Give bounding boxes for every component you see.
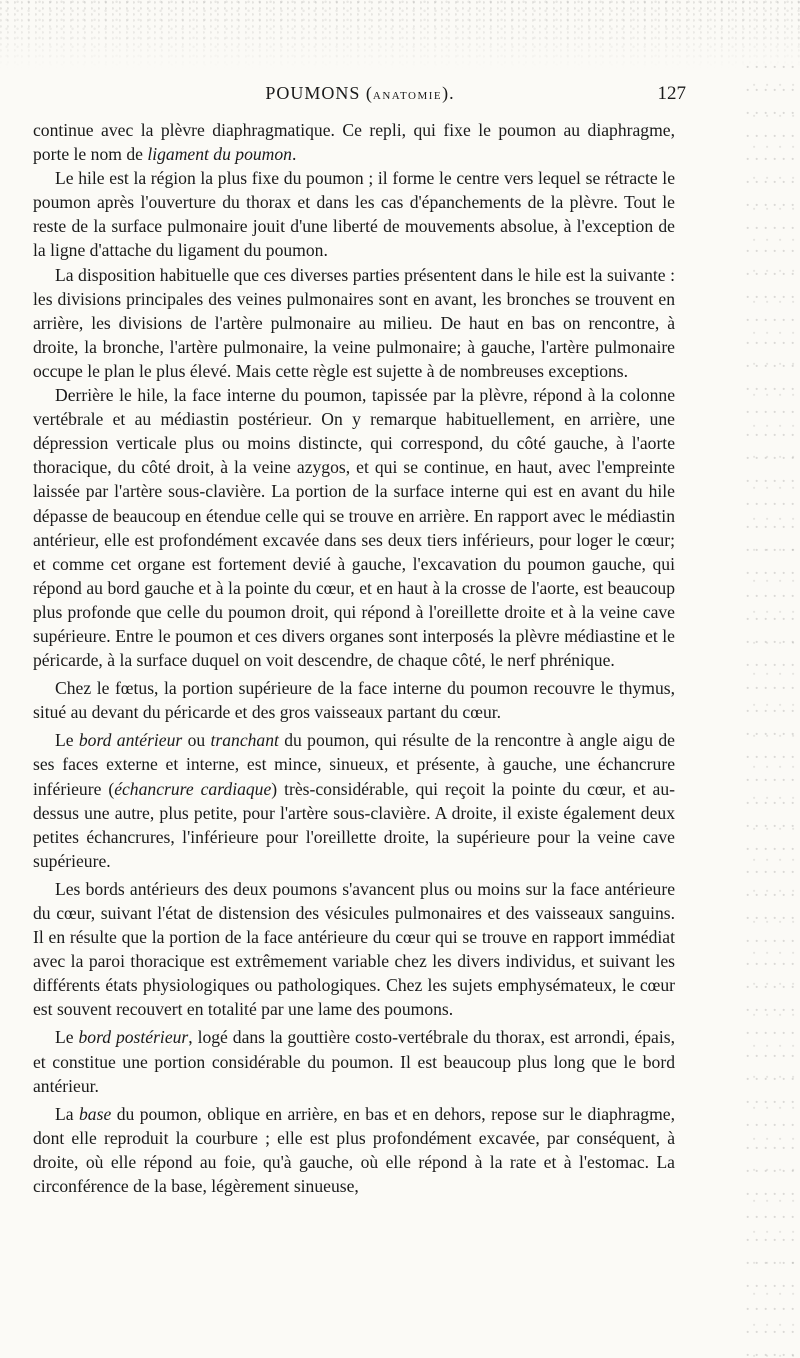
text-run: continue avec la plèvre diaphragmatique. Ce repli, qui fixe le poumon au diaphragme, porte le nom de (33, 120, 675, 165)
scan-noise-right (745, 60, 800, 1358)
paragraph-continuation (33, 118, 675, 166)
italic-term: échancrure cardiaque (114, 778, 272, 799)
italic-term: ligament du poumon (147, 144, 292, 165)
paragraph-foetus (33, 676, 675, 724)
paragraph-bord-anterieur (33, 728, 675, 873)
text-run: Derrière le hile, la face interne du poumon, tapissée par la plèvre, répond à la colonne vertébrale et au médiastin postérieur. On y remarque habituellement, en arrière, une dépression verticale plus ou moins distincte, qui correspond, du côté gauche, à l'aorte thoracique, du côté droit, à la veine azygos, et qui se continue, en haut, avec l'empreinte laissée par l'artère sous-clavière. La portion de la surface interne qui est en avant du hile dépasse de beaucoup en étendue celle qui se trouve en arrière. En rapport avec le médiastin antérieur, elle est profondément excavée dans ses deux tiers inférieurs, pour loger le cœur; et comme cet organe est fortement devié à gauche, l'excavation du poumon gauche, qui répond au bord gauche et à la pointe du cœur, et en haut à la crosse de l'aorte, est beaucoup plus profonde que celle du poumon droit, qui répond à l'oreillette droite et à la veine cave supérieure. Entre le poumon et ces divers organes sont interposés la plèvre médiastine et le péricarde, à la surface duquel on voit descendre, de chaque côté, le nerf phrénique. (33, 385, 675, 671)
paragraph-bords-anterieurs (33, 877, 675, 1022)
text-run: ou (182, 730, 211, 751)
paragraph-disposition (33, 263, 675, 383)
paragraph-hile (33, 166, 675, 262)
text-run: du poumon, qui résulte de la rencontre à angle aigu de ses faces externe et interne, est mince, sinueux, et présente, à gauche, une échancrure inférieure ( (33, 730, 675, 799)
italic-term: tranchant (210, 730, 279, 751)
text-run: , logé dans la gouttière costo-vertébrale du thorax, est arrondi, épais, et constitue une portion considérable du poumon. Il est beaucoup plus long que le bord antérieur. (33, 1027, 675, 1096)
paragraph-bord-posterieur (33, 1025, 675, 1097)
paragraph-face-interne (33, 383, 675, 672)
text-run: du poumon, oblique en arrière, en bas et en dehors, repose sur le diaphragme, dont elle reproduit la courbure ; elle est plus profondément excavée, par conséquent, à droite, où elle répond au foie, qu'à gauche, où elle répond à la rate et à l'estomac. La circonférence de la base, légèrement sinueuse, (33, 1103, 675, 1197)
running-title-end: ). (442, 83, 455, 103)
page-number: 127 (657, 83, 686, 104)
running-title-main: POUMONS ( (265, 83, 373, 103)
running-title (34, 83, 686, 104)
scan-noise-top (0, 0, 800, 70)
page-header (34, 83, 686, 109)
text-run: . (291, 144, 297, 165)
italic-term: bord postérieur (78, 1027, 189, 1048)
italic-term: bord antérieur (78, 730, 183, 751)
body-text (33, 118, 675, 1198)
text-run: Chez le fœtus, la portion supérieure de la face interne du poumon recouvre le thymus, situé au devant du péricarde et des gros vaisseaux partant du cœur. (33, 678, 675, 723)
text-run: Le (55, 730, 79, 751)
text-run: Les bords antérieurs des deux poumons s'avancent plus ou moins sur la face antérieure du cœur, suivant l'état de distension des vésicules pulmonaires et des vaisseaux sanguins. Il en résulte que la portion de la face antérieure du cœur qui se trouve en rapport immédiat avec la paroi thoracique est extrêmement variable chez les divers individus, et suivant les différents états physiologiques ou pathologiques. Chez les sujets emphysémateux, le cœur est souvent recouvert en totalité par une lame des poumons. (33, 878, 675, 1020)
text-run: ) très-considérable, qui reçoit la pointe du cœur, et au-dessus une autre, plus petite, pour l'artère sous-clavière. A droite, il existe également deux petites échancrures, l'inférieure pour l'oreillette droite, la supérieure pour la veine cave supérieure. (33, 778, 675, 871)
text-run: Le hile est la région la plus fixe du poumon ; il forme le centre vers lequel se rétracte le poumon après l'ouverture du thorax et dans les cas d'épanchements de la plèvre. Tout le reste de la surface pulmonaire jouit d'une liberté de mouvements absolue, à l'exception de la ligne d'attache du ligament du poumon. (33, 168, 675, 261)
text-run: La (55, 1103, 79, 1124)
running-title-small-caps: ANATOMIE (372, 90, 443, 102)
text-run: La disposition habituelle que ces diverses parties présentent dans le hile est la suivante : les divisions principales des veines pulmonaires sont en avant, les bronches se trouvent en arrière, les divisions de l'artère pulmonaire au milieu. De haut en bas on rencontre, à droite, la bronche, l'artère pulmonaire, la veine pulmonaire; à gauche, l'artère pulmonaire occupe le plan le plus élevé. Mais cette règle est sujette à de nombreuses exceptions. (33, 264, 675, 381)
italic-term: base (79, 1103, 112, 1124)
text-run: Le (55, 1027, 79, 1048)
paragraph-base (33, 1102, 675, 1198)
